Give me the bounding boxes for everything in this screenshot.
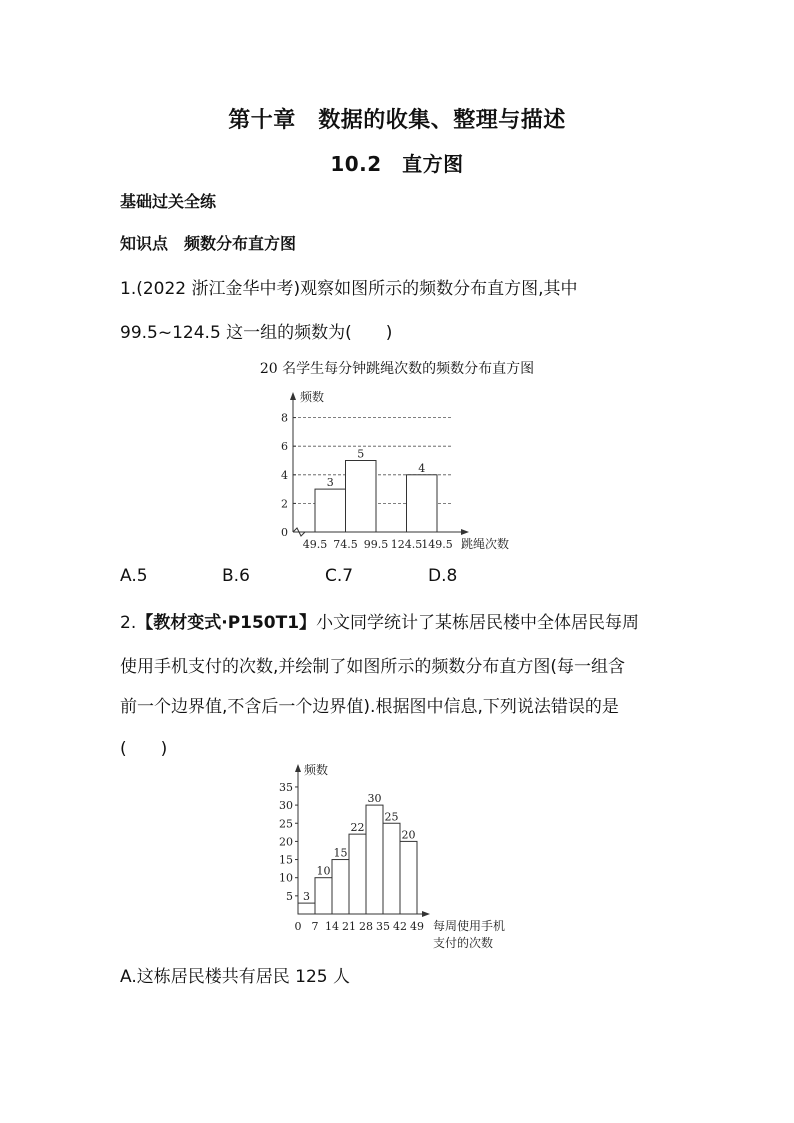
q2-textbook-tag: 【教材变式·P150T1】 [136, 613, 317, 633]
chart1-x-tick-label: 74.5 [333, 538, 358, 551]
chart1-bar-label: 3 [326, 476, 334, 490]
chart2-x-tick-label: 42 [393, 920, 407, 933]
q2-line1 [120, 608, 639, 633]
chart2-x-axis-label-2: 支付的次数 [433, 936, 494, 950]
chart2-y-tick-label: 10 [279, 871, 293, 885]
q1-line1: 1.(2022 浙江金华中考)观察如图所示的频数分布直方图,其中 [120, 279, 578, 299]
q2-line2: 使用手机支付的次数,并绘制了如图所示的频数分布直方图(每一组含 [120, 657, 626, 677]
q2-line4: ( ) [120, 739, 168, 759]
chart2-bar [315, 878, 332, 914]
section-title: 10.2 直方图 [330, 152, 464, 176]
q1-option-c: C.7 [325, 566, 354, 586]
chart2-y-axis-label: 频数 [304, 763, 329, 777]
chart2-x-tick-label: 21 [342, 920, 356, 933]
chart2-x-tick-label: 28 [359, 920, 373, 933]
chart2-y-tick-label: 25 [279, 817, 293, 831]
chart2-y-tick-label: 5 [286, 889, 293, 903]
chart2-bar [400, 841, 417, 914]
chart1-x-tick-label: 149.5 [421, 538, 453, 551]
chart2-histogram [276, 758, 526, 954]
chart1-y-tick-label: 8 [281, 411, 288, 425]
chart2-x-tick-label: 49 [410, 920, 424, 933]
chart1-y-tick-label: 4 [281, 468, 288, 482]
chart2-bar-label: 30 [367, 792, 382, 806]
chart2-bar [332, 860, 349, 914]
chart1-x-tick-label: 124.5 [390, 538, 423, 551]
chart2-bar [366, 805, 383, 914]
chart2-bar [349, 834, 366, 914]
chart2-x-tick-label: 7 [311, 920, 319, 933]
chart2-x-tick-label: 14 [325, 920, 339, 933]
chart2-y-axis-arrow [295, 764, 301, 772]
chart1-bar-label: 5 [357, 447, 365, 461]
chart2-bar-label: 20 [401, 828, 416, 842]
q1-line2: 99.5~124.5 这一组的频数为( ) [120, 323, 393, 343]
chart1-y-tick-label: 2 [281, 497, 288, 511]
chart1-bar [407, 475, 438, 532]
q1-option-a: A.5 [120, 566, 148, 586]
chart2-bar [298, 903, 315, 914]
chart2-bar-label: 15 [333, 846, 348, 860]
chart2-bar-label: 25 [384, 810, 399, 824]
chart1-x-tick-label: 49.5 [302, 538, 328, 551]
chart1-y-tick-label: 6 [281, 440, 288, 454]
chart1-y-tick-label: 0 [281, 526, 288, 539]
chart2-bar-label: 10 [316, 864, 331, 878]
chart2-bar-label: 3 [303, 890, 310, 904]
chapter-title: 第十章 数据的收集、整理与描述 [228, 108, 566, 133]
chart2-x-tick-label: 35 [376, 920, 390, 933]
chart1-bar [346, 461, 377, 533]
section-label: 基础过关全练 [120, 192, 217, 211]
chart1-x-axis-label: 跳绳次数 [461, 537, 510, 551]
q2-number: 2. [120, 613, 137, 633]
chart1-bar [315, 489, 346, 532]
chart1-title: 20 名学生每分钟跳绳次数的频数分布直方图 [259, 361, 535, 377]
chart2-y-tick-label: 20 [279, 835, 293, 849]
chart2-y-tick-label: 30 [279, 799, 293, 813]
q2-line1-rest: 小文同学统计了某栋居民楼中全体居民每周 [316, 613, 640, 633]
chart1-y-axis-label: 频数 [300, 390, 325, 404]
chart1-histogram [260, 384, 540, 556]
chart2-y-tick-label: 35 [279, 780, 293, 794]
q1-option-b: B.6 [222, 566, 250, 586]
chart2-x-axis-arrow [422, 911, 430, 917]
chart1-y-axis-arrow [290, 392, 296, 400]
chart1-bar-label: 4 [418, 461, 426, 475]
chart2-x-tick-label: 0 [294, 920, 302, 933]
q2-option-a: A.这栋居民楼共有居民 125 人 [120, 967, 350, 987]
knowledge-point: 知识点 频数分布直方图 [120, 234, 297, 253]
chart1-x-tick-label: 99.5 [363, 538, 389, 551]
q2-line3: 前一个边界值,不含后一个边界值).根据图中信息,下列说法错误的是 [120, 697, 619, 717]
chart2-x-axis-label: 每周使用手机 [433, 919, 506, 933]
chart2-bar [383, 823, 400, 914]
chart2-bar-label: 22 [350, 821, 365, 835]
chart1-x-axis-arrow [461, 529, 469, 535]
q1-option-d: D.8 [428, 566, 458, 586]
chart2-y-tick-label: 15 [279, 853, 293, 867]
